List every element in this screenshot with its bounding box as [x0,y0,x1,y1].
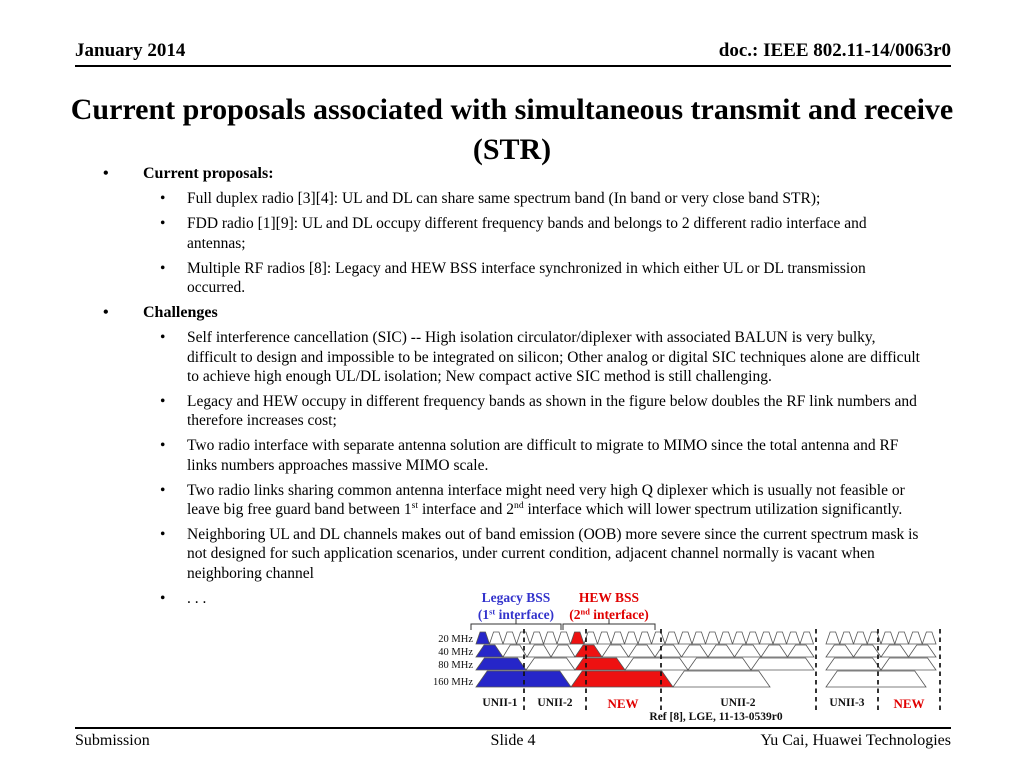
bullet-text: Multiple RF radios [8]: Legacy and HEW BSS interface synchronized in which either UL or DL transmission occurred. [187,259,866,297]
header-doc-number: doc.: IEEE 802.11-14/0063r0 [718,40,951,61]
bullet-text: Legacy and HEW occupy in different frequency bands as shown in the figure below doubles the RF link numbers and therefore increases cost; [187,393,917,430]
svg-text:40 MHz: 40 MHz [438,647,473,658]
bullet-item [0,436,1024,474]
bullet-marker: • [160,589,166,607]
bullet-text: Neighboring UL and DL channels makes out of band emission (OOB) more severe since the current spectrum mask is not designed for such application scenarios, under current condition, adjacent channel normally is vacant when neighboring channel [187,526,919,582]
bullet-marker: • [160,215,166,233]
bullet-item [0,214,1024,252]
bullet-marker: • [160,393,166,411]
bullet-marker: • [103,165,109,182]
header-date: January 2014 [75,40,186,61]
footer-submission: Submission [75,732,150,749]
bullet-item [0,392,1024,430]
bullet-marker: • [160,526,166,544]
svg-text:160 MHz: 160 MHz [433,677,473,688]
svg-text:UNII-3: UNII-3 [829,697,865,709]
bullet-item [0,259,1024,297]
slide-title: Current proposals associated with simultaneous transmit and receive (STR) [70,93,954,166]
bullet-item [0,303,1024,322]
footer-author: Yu Cai, Huawei Technologies [760,732,951,749]
svg-text:20 MHz: 20 MHz [438,634,473,645]
svg-text:NEW: NEW [893,696,925,711]
bullet-marker: • [103,304,109,322]
svg-text:(2nd interface): (2nd interface) [569,607,649,622]
svg-text:UNII-1: UNII-1 [482,697,518,709]
bullet-marker: • [160,329,166,347]
svg-text:HEW BSS: HEW BSS [578,590,640,605]
bullet-text: FDD radio [1][9]: UL and DL occupy different frequency bands and belongs to 2 different radio interface and antennas; [187,215,867,252]
bullet-text: Current proposals: [143,165,274,182]
bullet-marker: • [160,259,166,277]
bullet-item [0,164,1024,183]
bullet-item [0,328,1024,386]
bullet-text: . . . [187,589,207,607]
bullet-marker: • [160,190,166,208]
svg-text:UNII-2: UNII-2 [720,697,756,709]
bullet-text: Full duplex radio [3][4]: UL and DL can share same spectrum band (In band or very close band STR); [187,190,821,208]
slide-header [75,30,951,67]
bullet-list [0,164,1024,614]
spectrum-figure-svg [423,582,977,726]
svg-text:NEW: NEW [607,696,639,711]
svg-text:UNII-2: UNII-2 [537,697,573,709]
bullet-text: Two radio interface with separate antenna solution are difficult to migrate to MIMO since the total antenna and RF links numbers approaches massive MIMO scale. [187,437,899,474]
bullet-item [0,525,1024,583]
bullet-marker: • [160,437,166,455]
bullet-item [0,481,1024,519]
bullet-item [0,189,1024,208]
svg-text:(1st interface): (1st interface) [477,607,555,622]
slide-footer [75,727,951,750]
spectrum-figure [423,582,977,726]
bullet-marker: • [160,481,166,499]
bullet-text: Self interference cancellation (SIC) -- High isolation circulator/diplexer with associated BALUN is very bulky, difficult to design and impossible to be integrated on silicon; Other analog or digital SIC techniques alone are difficult to achieve high enough UL/DL isolation; New compact active SIC method is still challenging. [187,329,920,385]
bullet-text: Two radio links sharing common antenna interface might need very high Q diplexer which is usually not feasible or leave big free guard band between 1st interface and 2nd interface which will lower spectrum utilization significantly. [187,481,905,519]
svg-text:80 MHz: 80 MHz [438,660,473,671]
svg-text:Legacy BSS: Legacy BSS [481,590,551,605]
figure-reference: Ref [8], LGE, 11-13-0539r0 [649,711,783,723]
footer-slide-number: Slide 4 [490,732,536,749]
bullet-text: Challenges [143,304,218,322]
